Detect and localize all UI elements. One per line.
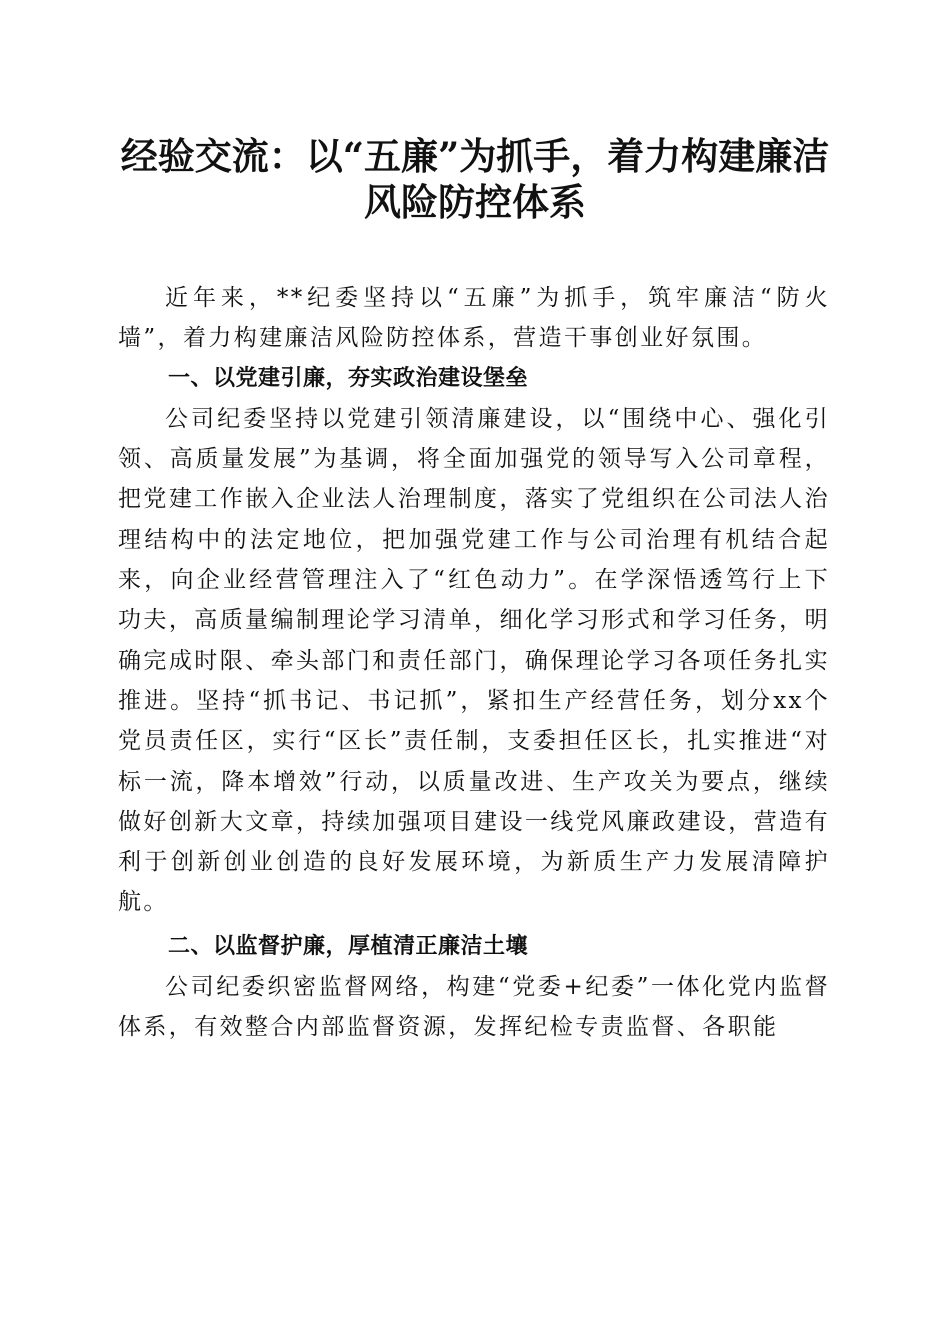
document-body [118,278,830,1048]
section-1-heading: 一、以党建引廉，夯实政治建设堡垒 [168,365,529,391]
intro-paragraph: 近年来，**纪委坚持以“五廉”为抓手，筑牢廉洁“防火墙”，着力构建廉洁风险防控体系，营造干事创业好氛围。 [118,285,830,352]
title-line-2: 风险防控体系 [364,180,586,224]
section-2-paragraph: 公司纪委织密监督网络，构建“党委+纪委”一体化党内监督体系，有效整合内部监督资源，发挥纪检专责监督、各职能 [118,974,830,1041]
title-line-1: 经验交流：以“五廉”为抓手，着力构建廉洁 [120,134,830,178]
section-1-paragraph: 公司纪委坚持以党建引领清廉建设，以“围绕中心、强化引领、高质量发展”为基调，将全面加强党的领导写入公司章程，把党建工作嵌入企业法人治理制度，落实了党组织在公司法人治理结构中的法定地位，把加强党建工作与公司治理有机结合起来，向企业经营管理注入了“红色动力”。在学深悟透笃行上下功夫，高质量编制理论学习清单，细化学习形式和学习任务，明确完成时限、牵头部门和责任部门，确保理论学习各项任务扎实推进。坚持“抓书记、书记抓”，紧扣生产经营任务，划分xx个党员责任区，实行“区长”责任制，支委担任区长，扎实推进“对标一流，降本增效”行动，以质量改进、生产攻关为要点，继续做好创新大文章，持续加强项目建设一线党风廉政建设，营造有利于创新创业创造的良好发展环境，为新质生产力发展清障护航。 [118,405,830,916]
section-2-heading: 二、以监督护廉，厚植清正廉洁土壤 [168,933,529,959]
document-title [110,133,840,225]
